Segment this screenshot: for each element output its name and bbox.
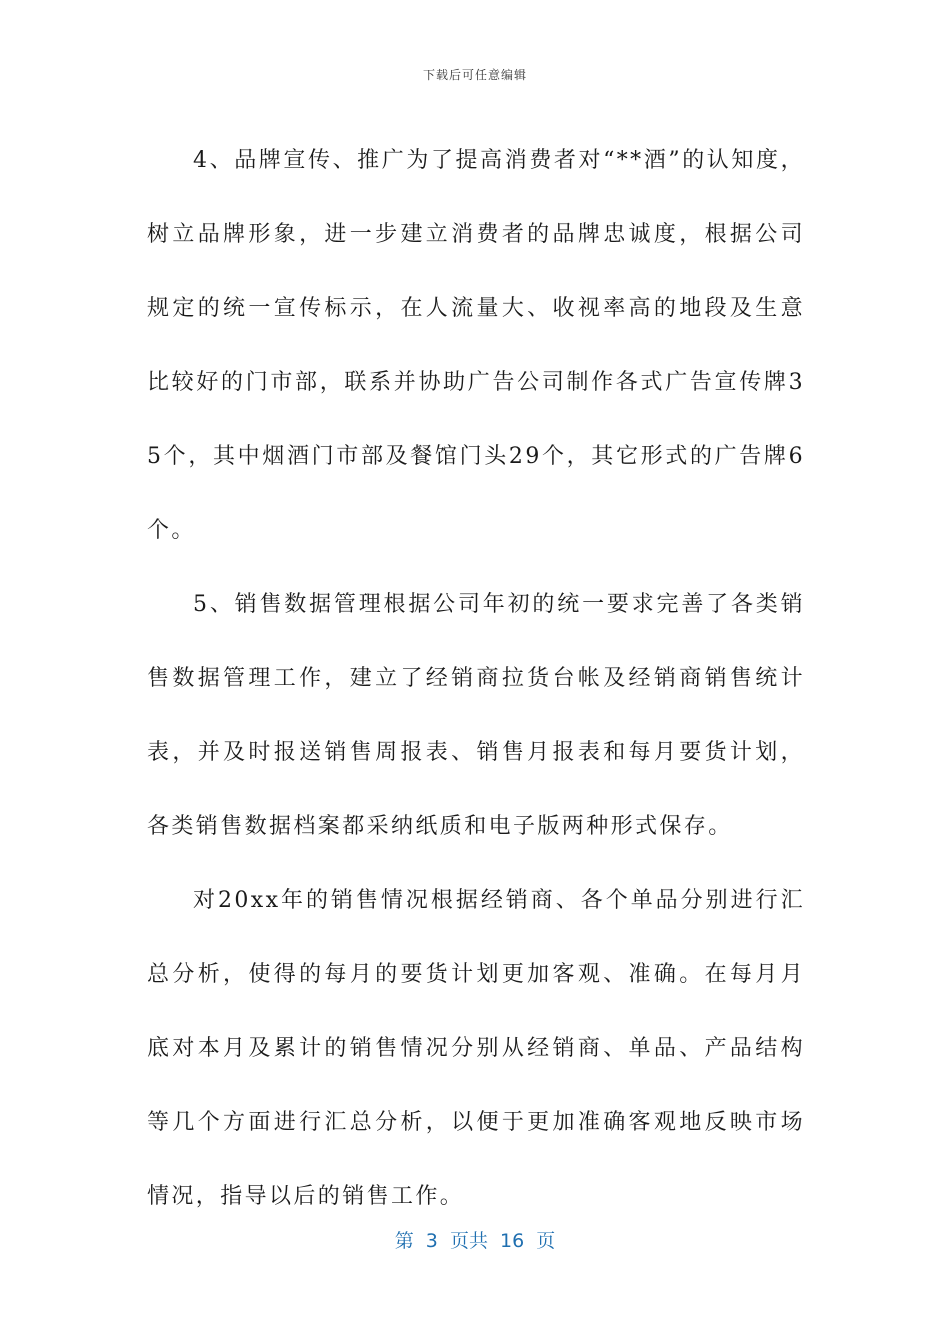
page-header: 下载后可任意编辑 — [422, 68, 527, 82]
page-number-footer: 第 3 页共 16 页 — [394, 1230, 556, 1252]
paragraph-sales-analysis: 对20xx年的销售情况根据经销商、各个单品分别进行汇总分析，使得的每月的要货计划更加客观、准确。在每月月底对本月及累计的销售情况分别从经销商、单品、产品结构等几个方面进行汇总分析，以便于更加准确客观地反映市场情况，指导以后的销售工作。 — [147, 888, 805, 1209]
paragraph-brand-promotion: 4、品牌宣传、推广为了提高消费者对“**酒”的认知度，树立品牌形象，进一步建立消费者的品牌忠诚度，根据公司规定的统一宣传标示，在人流量大、收视率高的地段及生意比较好的门市部，联系并协助广告公司制作各式广告宣传牌35个，其中烟酒门市部及餐馆门头29个，其它形式的广告牌6个。 — [147, 148, 805, 543]
paragraph-sales-data-management: 5、销售数据管理根据公司年初的统一要求完善了各类销售数据管理工作，建立了经销商拉货台帐及经销商销售统计表，并及时报送销售周报表、销售月报表和每月要货计划，各类销售数据档案都采纳纸质和电子版两种形式保存。 — [147, 592, 805, 839]
document-body — [147, 124, 805, 1234]
